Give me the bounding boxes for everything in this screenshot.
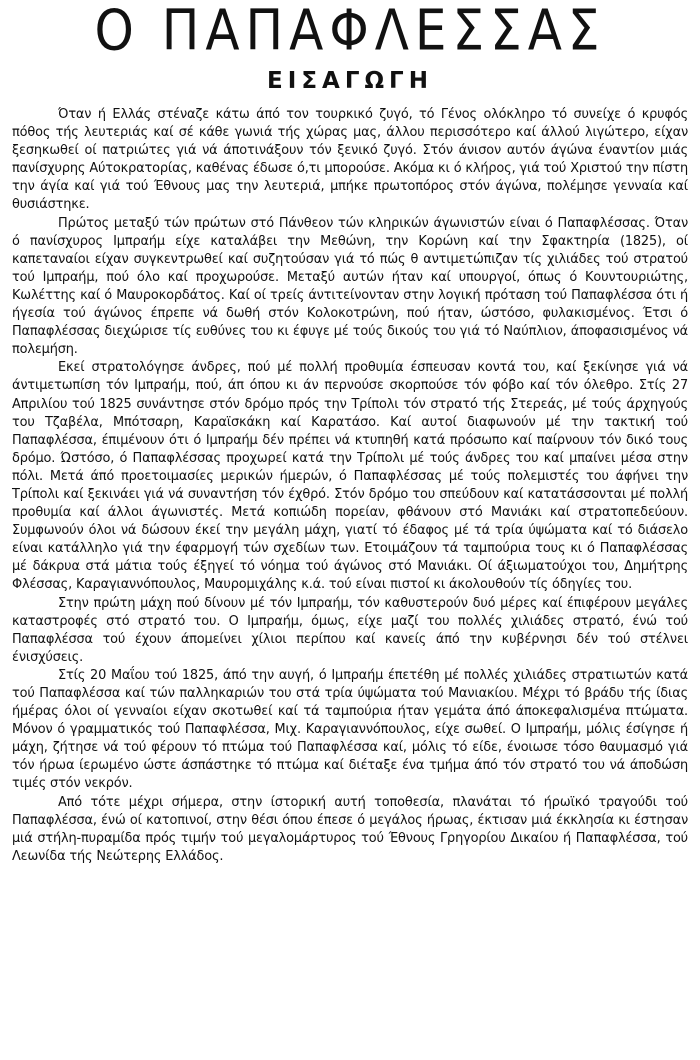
page-title: Ο ΠΑΠΑΦΛΕΣΣΑΣ: [94, 0, 606, 63]
section-heading: ΕΙΣΑΓΩΓΗ: [267, 68, 433, 94]
paragraph: Όταν ή Ελλάς στέναζε κάτω άπό τον τουρκικό ζυγό, τό Γένος ολόκληρο τό συνείχε ό κρυφός πόθος τής λευτεριάς καί σέ κάθε γωνιά τής χώρας μας, άλλου περισσότερο καί άλλού λιγώτερο, είχαν ξεσηκωθεί οί πατριώτες γιά νά άποτινάξουν τόν ξενικό ζυγό. Στόν άνισον αυτόν άγώνα έναντίον μιάς πανίσχυρης Αύτοκρατορίας, καθένας έδωσε ό,τι μπορούσε. Ακόμα κι ό κλήρος, γιά τού Χριστού την πίστη την άγία καί γιά τού Έθνους μας την λευτεριά, μπήκε πρωτοπόρος στόν άγώνα, πολέμησε γενναία καί θυσιάστηκε.: [12, 107, 688, 213]
paragraph: Από τότε μέχρι σήμερα, στην ίστορική αυτή τοποθεσία, πλανάται τό ήρωϊκό τραγούδι τού Παπαφλέσσα, ένώ οί κατοπινοί, στην θέσι όπου έπεσε ό μεγάλος ήρωας, έκτισαν μιά έκκλησία κι έστησαν μιά στήλη-πυραμίδα πρός τιμήν τού μεγαλομάρτυρος τού Έθνους Γρηγορίου Δικαίου ή Παπαφλέσσα, τού Λεωνίδα τής Νεώτερης Ελλάδος.: [12, 794, 688, 864]
paragraph: Στίς 20 Μαΐου τού 1825, άπό την αυγή, ό Ιμπραήμ έπετέθη μέ πολλές χιλιάδες στρατιωτών κατά τού Παπαφλέσσα καί τών παλληκαριών του στά τρία ύψώματα τού Μανιακίου. Μέχρι τό βράδυ τής ίδιας ήμέρας όλοι οί γενναίοι είχαν σκοτωθεί καί τά ταμπούρια ήταν γεμάτα άπό άποκεφαλισμένα πτώματα. Μόνον ό γραμματικός τού Παπαφλέσσα, Μιχ. Καραγιαννόπουλος, είχε σωθεί. Ο Ιμπραήμ, μόλις έσίγησε ή μάχη, ζήτησε νά τού φέρουν τό πτώμα τού Παπαφλέσσα καί, μόλις τό είδε, ένοιωσε τόσο θαυμασμό γιά τόν ήρωα ίερωμένο ώστε άσπάστηκε τό πτώμα καί διέταξε ένα τμήμα άπό τόν στρατό του νά άποδώση τιμές στόν νεκρόν.: [12, 667, 688, 792]
paragraph: Εκεί στρατολόγησε άνδρες, πού μέ πολλή προθυμία έσπευσαν κοντά του, καί ξεκίνησε γιά νά άντιμετωπίση τόν Ιμπραήμ, πού, άπ όπου κι άν περνούσε σκορπούσε τόν φόβο καί τόν όλεθρο. Στίς 27 Απριλίου τού 1825 συνάντησε στόν δρόμο πρός την Τρίπολι τόν στρατό τής Στερεάς, μέ τούς άρχηγούς του Τζαβέλα, Μπότσαρη, Καραϊσκάκη καί Καρατάσο. Καί αυτοί διαφωνούν μέ την τακτική τού Παπαφλέσσα, έπιμένουν ότι ό Ιμπραήμ δέν πρέπει νά κτυπηθή κατά πρόσωπο καί παίρνουν τόν δικό τους δρόμο. Ώστόσο, ό Παπαφλέσσας προχωρεί κατά την Τρίπολι μέ τούς άνδρες του καί μπαίνει μέσα στην πόλι. Μετά άπό προετοιμασίες μερικών ήμερών, ό Παπαφλέσσας μέ τούς πολεμιστές του άφήνει την Τρίπολι καί ξεκινάει γιά νά συναντήση τόν έχθρό. Στόν δρόμο του σπεύδουν καί κατατάσσονται μέ πολλή προθυμία καί άλλοι άγωνιστές. Μετά κοπιώδη πορείαν, φθάνουν στό Μανιάκι καί στρατοπεδεύουν. Συμφωνούν όλοι νά δώσουν έκεί την μεγάλη μάχη, γιατί τό έδαφος μέ τά τρία ύψώματα καί τό διάσελο είναι κατάλληλο γιά την έφαρμογή τών σχεδίων των. Ετοιμάζουν τά ταμπούρια τους κι ό Παπαφλέσσας μέ δάκρυα στά μάτια τούς έξηγεί τό νόημα τού άγώνος στό Μανιάκι. Οί άξιωματούχοι του, Δημήτρης Φλέσσας, Καραγιαννόπουλος, Μαυρομιχάλης κ.ά. τού είναι πιστοί κι άκολουθούν τίς όδηγίες του.: [12, 360, 688, 593]
paragraph: Στην πρώτη μάχη πού δίνουν μέ τόν Ιμπραήμ, τόν καθυστερούν δυό μέρες καί έπιφέρουν μεγάλες καταστροφές στό στρατό του. Ο Ιμπραήμ, όμως, είχε μαζί του πολλές χιλιάδες στρατό, ένώ τού Παπαφλέσσα τού έχουν άπομείνει χίλιοι περίπου καί κανείς άπό την κυβέρνησι δέν τού στέλνει ένισχύσεις.: [12, 595, 688, 665]
paragraph: Πρώτος μεταξύ τών πρώτων στό Πάνθεον τών κληρικών άγωνιστών είναι ό Παπαφλέσσας. Όταν ό πανίσχυρος Ιμπραήμ είχε καταλάβει την Μεθώνη, την Κορώνη καί την Σφακτηρία (1825), οί καπεταναίοι είχαν συγκεντρωθεί καί συζητούσαν γιά τό πώς θ αντιμετώπιζαν τίς χιλιάδες τού στρατού τού Ιμπραήμ, πού όλο καί προχωρούσε. Μεταξύ αυτών ήταν καί υπουργοί, όπως ό Κουντουριώτης, Κωλέττης καί ό Μαυροκορδάτος. Καί οί τρείς άντιτείνονταν στην λογική πρόταση τού Παπαφλέσσα ότι ή ήγεσία τού άγώνος έπρεπε νά δωθή στόν Κολοκοτρώνη, πού ήταν, ώστόσο, φυλακισμένος. Έτσι ό Παπαφλέσσας διεχώρισε τίς ευθύνες του κι έφυγε μέ τούς δικούς του γιά τό Ναύπλιον, άποφασισμένος νά πολεμήση.: [12, 215, 688, 358]
body-text: [12, 106, 688, 866]
document-page: [12, 0, 688, 866]
